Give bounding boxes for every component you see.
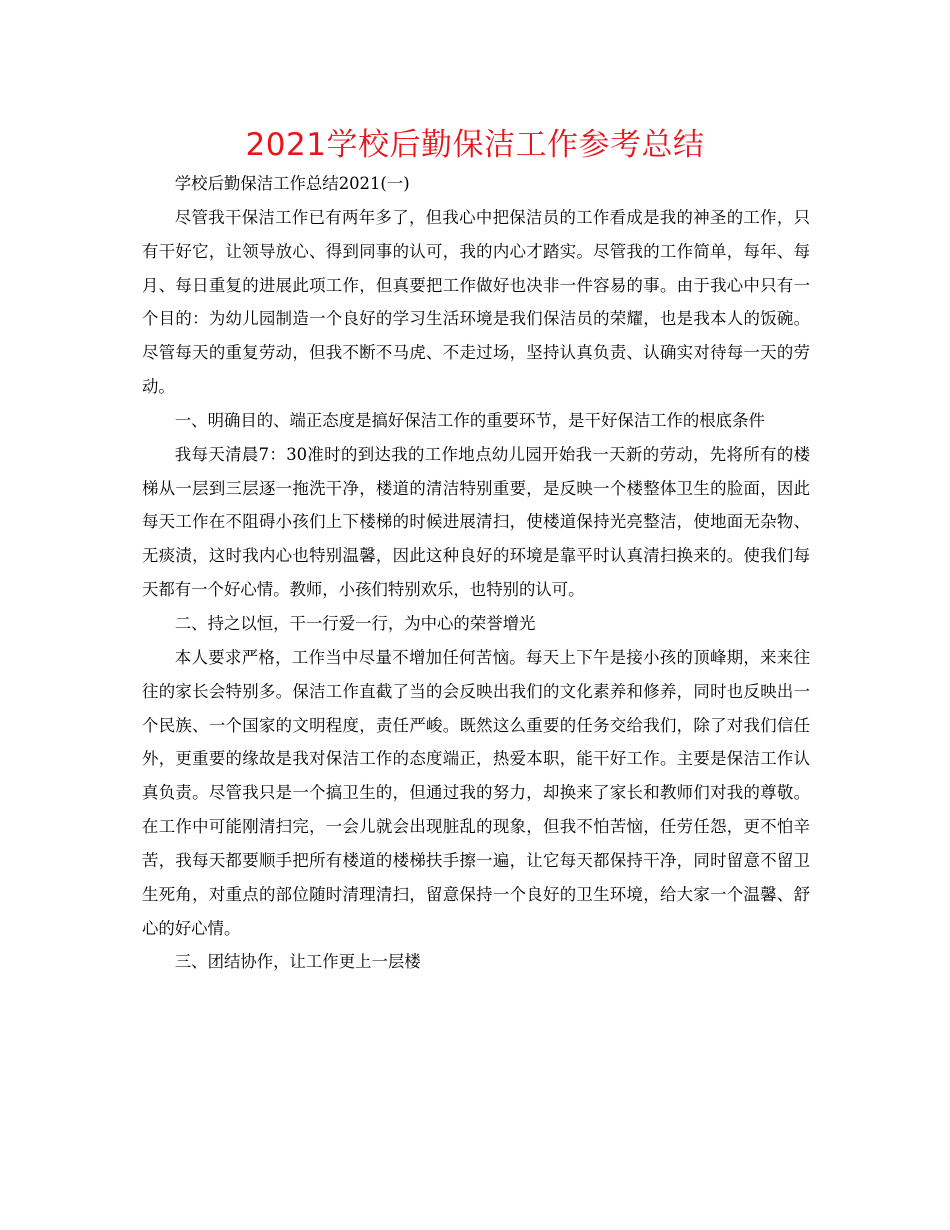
section-heading-1: 一、明确目的、端正态度是搞好保洁工作的重要环节，是干好保洁工作的根底条件: [174, 410, 765, 430]
document-title: 2021学校后勤保洁工作参考总结: [245, 127, 705, 163]
paragraph-section-2: 本人要求严格，工作当中尽量不增加任何苦恼。每天上下午是接小孩的顶峰期，来来往往的家长会特别多。保洁工作直截了当的会反映出我们的文化素养和修养，同时也反映出一个民族、一个国家的文明程度，责任严峻。既然这么重要的任务交给我们，除了对我们信任外，更重要的缘故是我对保洁工作的态度端正，热爱本职，能干好工作。主要是保洁工作认真负责。尽管我只是一个搞卫生的，但通过我的努力，却换来了家长和教师们对我的尊敬。在工作中可能刚清扫完，一会儿就会出现脏乱的现象，但我不怕苦恼，任劳任怨，更不怕辛苦，我每天都要顺手把所有楼道的楼梯扶手擦一遍，让它每天都保持干净，同时留意不留卫生死角，对重点的部位随时清理清扫，留意保持一个良好的卫生环境，给大家一个温馨、舒心的好心情。: [142, 647, 810, 938]
document-body: [142, 167, 810, 979]
paragraph-intro: 尽管我干保洁工作已有两年多了，但我心中把保洁员的工作看成是我的神圣的工作，只有干好它，让领导放心、得到同事的认可，我的内心才踏实。尽管我的工作简单，每年、每月、每日重复的进展此项工作，但真要把工作做好也决非一件容易的事。由于我心中只有一个目的：为幼儿园制造一个良好的学习生活环境是我们保洁员的荣耀，也是我本人的饭碗。尽管每天的重复劳动，但我不断不马虎、不走过场，坚持认真负责、认确实对待每一天的劳动。: [142, 207, 810, 397]
paragraph-subtitle: 学校后勤保洁工作总结2021(一): [174, 174, 410, 193]
paragraph-section-1: 我每天清晨7：30准时的到达我的工作地点幼儿园开始我一天新的劳动，先将所有的楼梯从一层到三层逐一拖洗干净，楼道的清洁特别重要，是反映一个楼整体卫生的脸面，因此每天工作在不阻碍小孩们上下楼梯的时候进展清扫，使楼道保持光亮整洁，使地面无杂物、无痰渍，这时我内心也特别温馨，因此这种良好的环境是靠平时认真清扫换来的。使我们每天都有一个好心情。教师，小孩们特别欢乐，也特别的认可。: [142, 444, 810, 600]
section-heading-3: 三、团结协作，让工作更上一层楼: [174, 952, 421, 972]
section-heading-2: 二、持之以恒，干一行爱一行，为中心的荣誉增光: [174, 613, 536, 633]
